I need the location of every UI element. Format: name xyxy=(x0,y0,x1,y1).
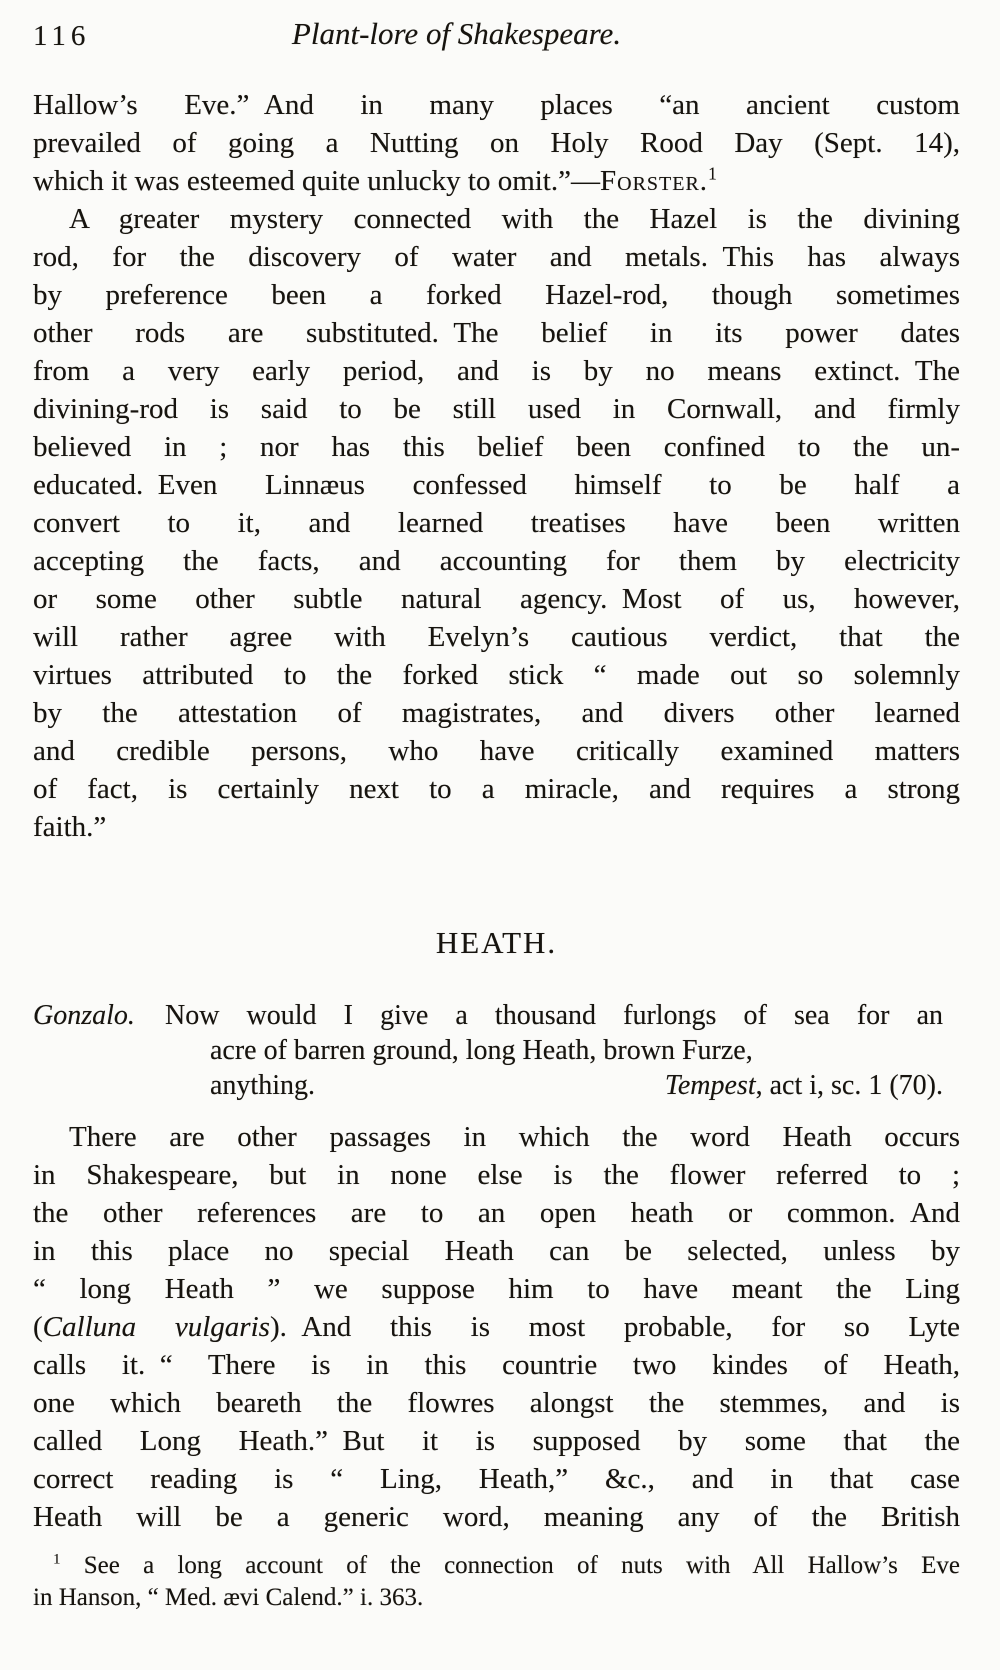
text-line: rod, for the discovery of water and metals. This has always xyxy=(33,241,960,273)
text-line: Hallow’s Eve.” And in many places “an ancient custom xyxy=(33,89,960,121)
text-line: will rather agree with Evelyn’s cautious verdict, that the xyxy=(33,621,960,653)
paragraph-heath xyxy=(33,1118,960,1536)
text-line: calls it. “ There is in this countrie two kindes of Heath, xyxy=(33,1349,960,1381)
quote-text: anything. xyxy=(210,1070,315,1101)
quote-line: acre of barren ground, long Heath, brown Furze, xyxy=(210,1035,753,1066)
text-line: of fact, is certainly next to a miracle, and requires a strong xyxy=(33,773,960,805)
text-line: and credible persons, who have critically examined matters xyxy=(33,735,960,767)
text-line: or some other subtle natural agency. Most of us, however, xyxy=(33,583,960,615)
text-line: accepting the facts, and accounting for them by electricity xyxy=(33,545,960,577)
text-line: believed in ; nor has this belief been confined to the un- xyxy=(33,431,960,463)
paragraph-nutting-custom xyxy=(33,86,960,200)
sup-text-segment: 1 xyxy=(708,163,717,184)
page-header xyxy=(33,16,960,62)
text-line: A greater mystery connected with the Hazel is the divining xyxy=(69,203,960,235)
text-segment: ). And this is most probable, for so Lyte xyxy=(269,1311,961,1343)
text-line: virtues attributed to the forked stick “ made out so solemnly xyxy=(33,659,960,691)
text-line: in Shakespeare, but in none else is the flower referred to ; xyxy=(33,1159,960,1191)
quote-line xyxy=(33,998,943,1033)
text-line xyxy=(33,1550,960,1582)
text-line: faith.” xyxy=(33,811,107,843)
quote-text: Now would I give a thousand furlongs of sea for an xyxy=(165,1000,943,1031)
text-line: the other references are to an open heath or common. And xyxy=(33,1197,960,1229)
i-text-segment: Calluna vulgaris xyxy=(42,1311,270,1343)
text-line: by the attestation of magistrates, and divers other learned xyxy=(33,697,960,729)
text-segment: See a long account of the connection of nuts with All Hallow’s Eve xyxy=(60,1552,960,1579)
text-line: correct reading is “ Ling, Heath,” &c., and in that case xyxy=(33,1463,960,1495)
text-line: by preference been a forked Hazel-rod, though sometimes xyxy=(33,279,960,311)
text-line: divining-rod is said to be still used in Cornwall, and firmly xyxy=(33,393,960,425)
running-title: Plant-lore of Shakespeare. xyxy=(291,16,622,51)
text-line: There are other passages in which the word Heath occurs xyxy=(69,1121,960,1153)
text-line: one which beareth the flowres alongst the stemmes, and is xyxy=(33,1387,960,1419)
paragraph-divining-rod xyxy=(33,200,960,846)
text-line: educated. Even Linnæus confessed himself to be half a xyxy=(33,469,960,501)
text-line: in Hanson, “ Med. ævi Calend.” i. 363. xyxy=(33,1584,424,1611)
footnote xyxy=(33,1550,960,1614)
text-line: “ long Heath ” we suppose him to have meant the Ling xyxy=(33,1273,960,1305)
text-line: called Long Heath.” But it is supposed by some that the xyxy=(33,1425,960,1457)
text-line: from a very early period, and is by no means extinct. The xyxy=(33,355,960,387)
text-line: in this place no special Heath can be selected, unless by xyxy=(33,1235,960,1267)
sup-text-segment: 1 xyxy=(53,1551,61,1568)
section-heading-heath: HEATH. xyxy=(435,925,558,960)
i-text-segment: Tempest xyxy=(664,1070,756,1101)
quote-speaker: Gonzalo. xyxy=(33,1000,135,1031)
text-segment: , act i, sc. 1 (70). xyxy=(755,1070,943,1101)
quote-attribution xyxy=(665,1068,943,1103)
text-line: Heath will be a generic word, meaning any of the British xyxy=(33,1501,960,1533)
sc-text-segment: Forster. xyxy=(600,165,709,197)
text-segment: ( xyxy=(33,1311,43,1343)
page-number: 116 xyxy=(33,20,91,52)
text-line: prevailed of going a Nutting on Holy Rood Day (Sept. 14), xyxy=(33,127,960,159)
quote-block xyxy=(33,998,943,1103)
text-line xyxy=(33,162,960,200)
text-line: convert to it, and learned treatises have been written xyxy=(33,507,960,539)
text-line: other rods are substituted. The belief in its power dates xyxy=(33,317,960,349)
quote-line xyxy=(210,1068,943,1103)
text-segment: which it was esteemed quite unlucky to omit.”— xyxy=(33,165,600,197)
text-line xyxy=(33,1308,960,1346)
